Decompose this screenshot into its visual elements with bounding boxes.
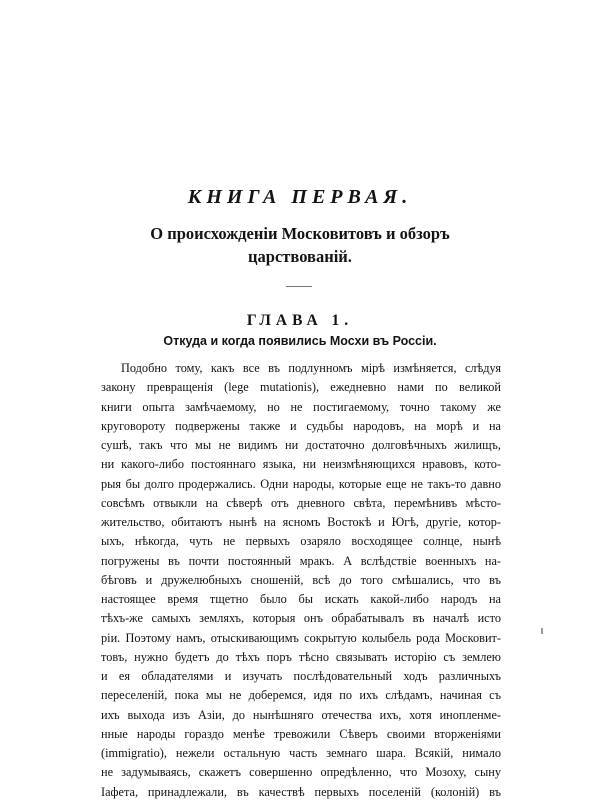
text-line: (immigratio), нежели остальную часть земнаго шара. Всякій, нимало	[101, 746, 501, 760]
book-subtitle	[100, 222, 500, 268]
text-line: книги опыта замѣчаемому, но не постигаемому, точно такому же	[101, 399, 501, 414]
text-line: жительство, обитаютъ нынѣ на ясномъ Востокѣ и Югѣ, другіе, котор-	[101, 515, 501, 529]
text-line: переселеній, пока мы не доберемся, идя по ихъ слѣдамъ, начиная съ	[101, 688, 501, 703]
text-line: бѣговъ и дружелюбныхъ сношеній, всѣ до того смѣшались, что въ	[101, 572, 501, 587]
text-line: сушѣ, такъ что мы не видимъ ни достаточно долговѣчныхъ жилищъ,	[101, 438, 501, 452]
text-line: рыя бы долго продержались. Одни народы, которые еще не такъ-то давно	[101, 476, 501, 491]
text-line: настоящее время тщетно было бы искать какой-либо народъ на	[101, 592, 501, 606]
text-line: закону превращенія (lege mutationis), ежедневно нами по великой	[101, 380, 501, 395]
text-line: ни какого-либо постояннаго языка, ни неизмѣняющихся нравовъ, кото-	[101, 457, 501, 472]
text-line: Іафета, принадлежали, въ качествѣ первыхъ поселеній (колоній) въ	[101, 784, 501, 799]
text-line: ріи. Поэтому намъ, отыскивающимъ сокрытую колыбель рода Московит-	[101, 630, 501, 645]
chapter-heading: ГЛАВА 1.	[246, 312, 354, 329]
text-line: совсѣмъ отвыкли на сѣверѣ отъ дневного свѣта, перемѣнивъ мѣсто-	[101, 495, 501, 510]
text-line: нные народы гораздо менѣе тревожили Сѣверъ своими вторженіями	[101, 726, 501, 741]
text-line: ихъ выхода изъ Азіи, до нынѣшняго отечества ихъ, хотя инопленме-	[101, 707, 501, 722]
subtitle-line-1: О происхожденіи Московитовъ и обзоръ	[150, 224, 450, 243]
book-title: КНИГА ПЕРВАЯ.	[187, 186, 413, 208]
chapter-title: Откуда и когда появились Мосхи въ Россіи.	[163, 334, 437, 348]
margin-mark	[541, 628, 543, 634]
text-line: не задумываясь, скажетъ совершенно опредѣленно, что Мозоху, сыну	[101, 765, 501, 780]
body-paragraph	[101, 359, 501, 802]
text-line: ыхъ, нѣкогда, чуть не первыхъ озаряло восходящее солнце, нынѣ	[101, 534, 501, 549]
subtitle-line-2: царствованій.	[248, 247, 352, 266]
text-line: и ея обладателями и изучать послѣдовательный ходъ различныхъ	[101, 669, 501, 683]
section-divider	[286, 286, 312, 287]
text-line: тѣхъ-же самыхъ земляхъ, которыя онъ обрабатывалъ въ началѣ исто	[101, 611, 501, 626]
text-line: товъ, нужно будетъ до тѣхъ поръ тѣсно связывать исторію съ землею	[101, 649, 501, 664]
text-line: круговороту подвержены также и судьбы народовъ, на морѣ и на	[101, 418, 501, 433]
text-line: погружены въ почти постоянный мракъ. А вслѣдствіе военныхъ на-	[101, 553, 501, 568]
text-line: Подобно тому, какъ все въ подлунномъ мірѣ измѣняется, слѣдуя	[121, 361, 501, 375]
